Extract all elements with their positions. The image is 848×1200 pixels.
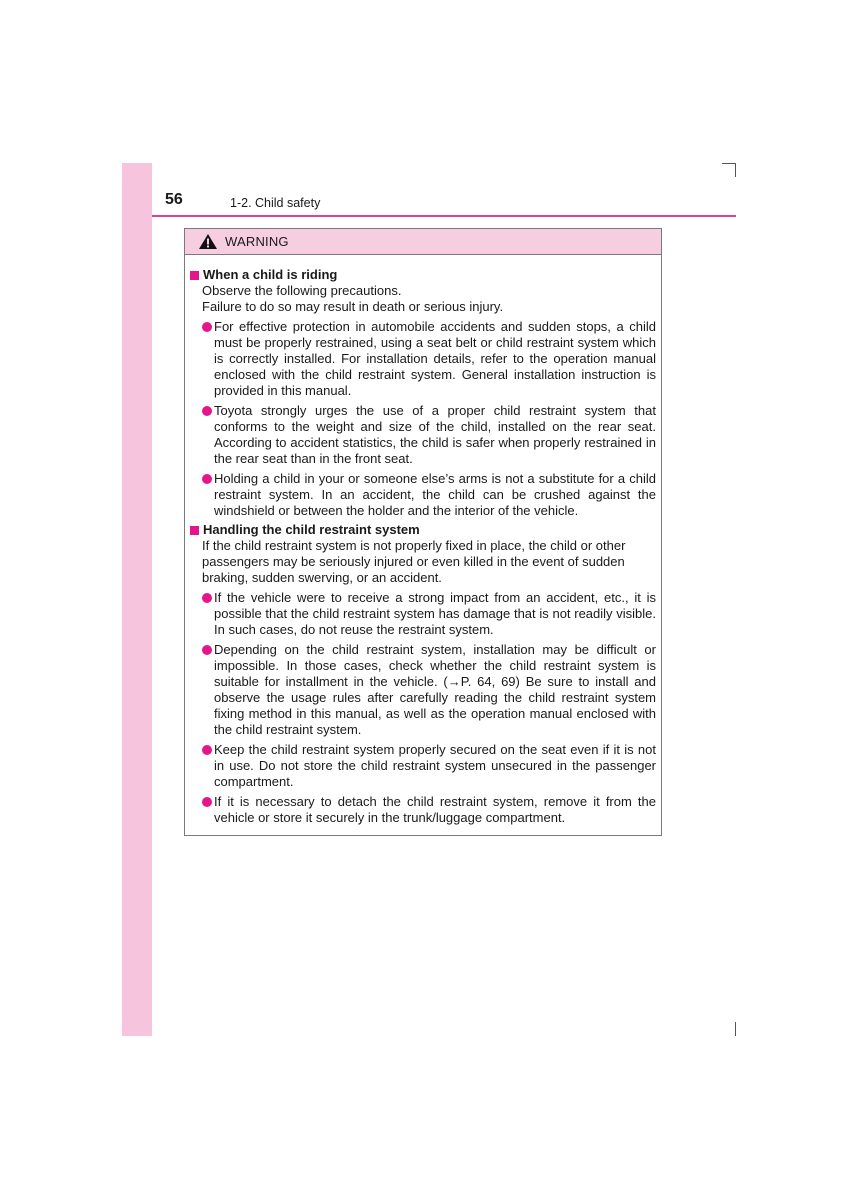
list-item-text: Keep the child restraint system properly secured on the seat even if it is not in use. Do not store the child restraint system unsecured in the passenger compartment. (214, 742, 656, 789)
list-item-text: If it is necessary to detach the child restraint system, remove it from the vehicle or store it securely in the trunk/luggage compartment. (214, 794, 656, 825)
list-item-text: Depending on the child restraint system, installation may be difficult or impossible. In those cases, check whether the child restraint system is suitable for installment in the vehicle. (→P. 64, 69) Be sure to install and observe the usage rules after carefully reading the child restraint system fixing method in this manual, as well as the operation manual enclosed with the child restraint system. (214, 642, 656, 737)
list-item (190, 403, 656, 467)
topic-intro: Failure to do so may result in death or serious injury. (202, 299, 504, 314)
square-bullet-icon (190, 526, 199, 535)
warning-box (184, 228, 662, 836)
list-item (190, 742, 656, 790)
warning-header (185, 229, 661, 255)
round-bullet-icon (202, 797, 212, 807)
list-item-text: If the vehicle were to receive a strong impact from an accident, etc., it is possible that the child restraint system has damage that is not readily visible. In such cases, do not reuse the restraint system. (214, 590, 656, 637)
header-divider (152, 215, 736, 217)
round-bullet-icon (202, 745, 212, 755)
page-number: 56 (165, 191, 183, 208)
round-bullet-icon (202, 593, 212, 603)
crop-mark (735, 1022, 736, 1036)
warning-label: WARNING (225, 234, 289, 249)
list-item-text: Toyota strongly urges the use of a proper child restraint system that conforms to the weight and size of the child, installed on the rear seat. According to accident statistics, the child is safer when properly restrained in the rear seat than in the front seat. (214, 403, 656, 466)
warning-body (185, 255, 661, 826)
topic-title: When a child is riding (203, 267, 338, 282)
side-tab-strip (122, 163, 152, 1036)
crop-mark (735, 163, 736, 177)
topic-block (190, 267, 656, 519)
square-bullet-icon (190, 271, 199, 280)
list-item (190, 319, 656, 399)
round-bullet-icon (202, 406, 212, 416)
section-title: 1-2. Child safety (230, 196, 321, 210)
list-item-text: For effective protection in automobile accidents and sudden stops, a child must be properly restrained, using a seat belt or child restraint system which is correctly installed. For installation details, refer to the operation manual enclosed with the child restraint system. General installation instruction is provided in this manual. (214, 319, 656, 398)
topic-heading (190, 267, 656, 283)
round-bullet-icon (202, 645, 212, 655)
topic-block (190, 522, 656, 826)
warning-triangle-icon (198, 233, 218, 250)
round-bullet-icon (202, 474, 212, 484)
list-item-text: Holding a child in your or someone else’s arms is not a substitute for a child restraint system. In an accident, the child can be crushed against the windshield or between the holder and the interior of the vehicle. (214, 471, 656, 518)
topic-intro: If the child restraint system is not properly fixed in place, the child or other passengers may be seriously injured or even killed in the event of sudden braking, sudden swerving, or an accident. (202, 538, 626, 585)
list-item (190, 642, 656, 738)
round-bullet-icon (202, 322, 212, 332)
topic-heading (190, 522, 656, 538)
list-item (190, 471, 656, 519)
list-item (190, 794, 656, 826)
topic-title: Handling the child restraint system (203, 522, 420, 537)
list-item (190, 590, 656, 638)
topic-intro: Observe the following precautions. (202, 283, 402, 298)
crop-mark (722, 163, 736, 164)
